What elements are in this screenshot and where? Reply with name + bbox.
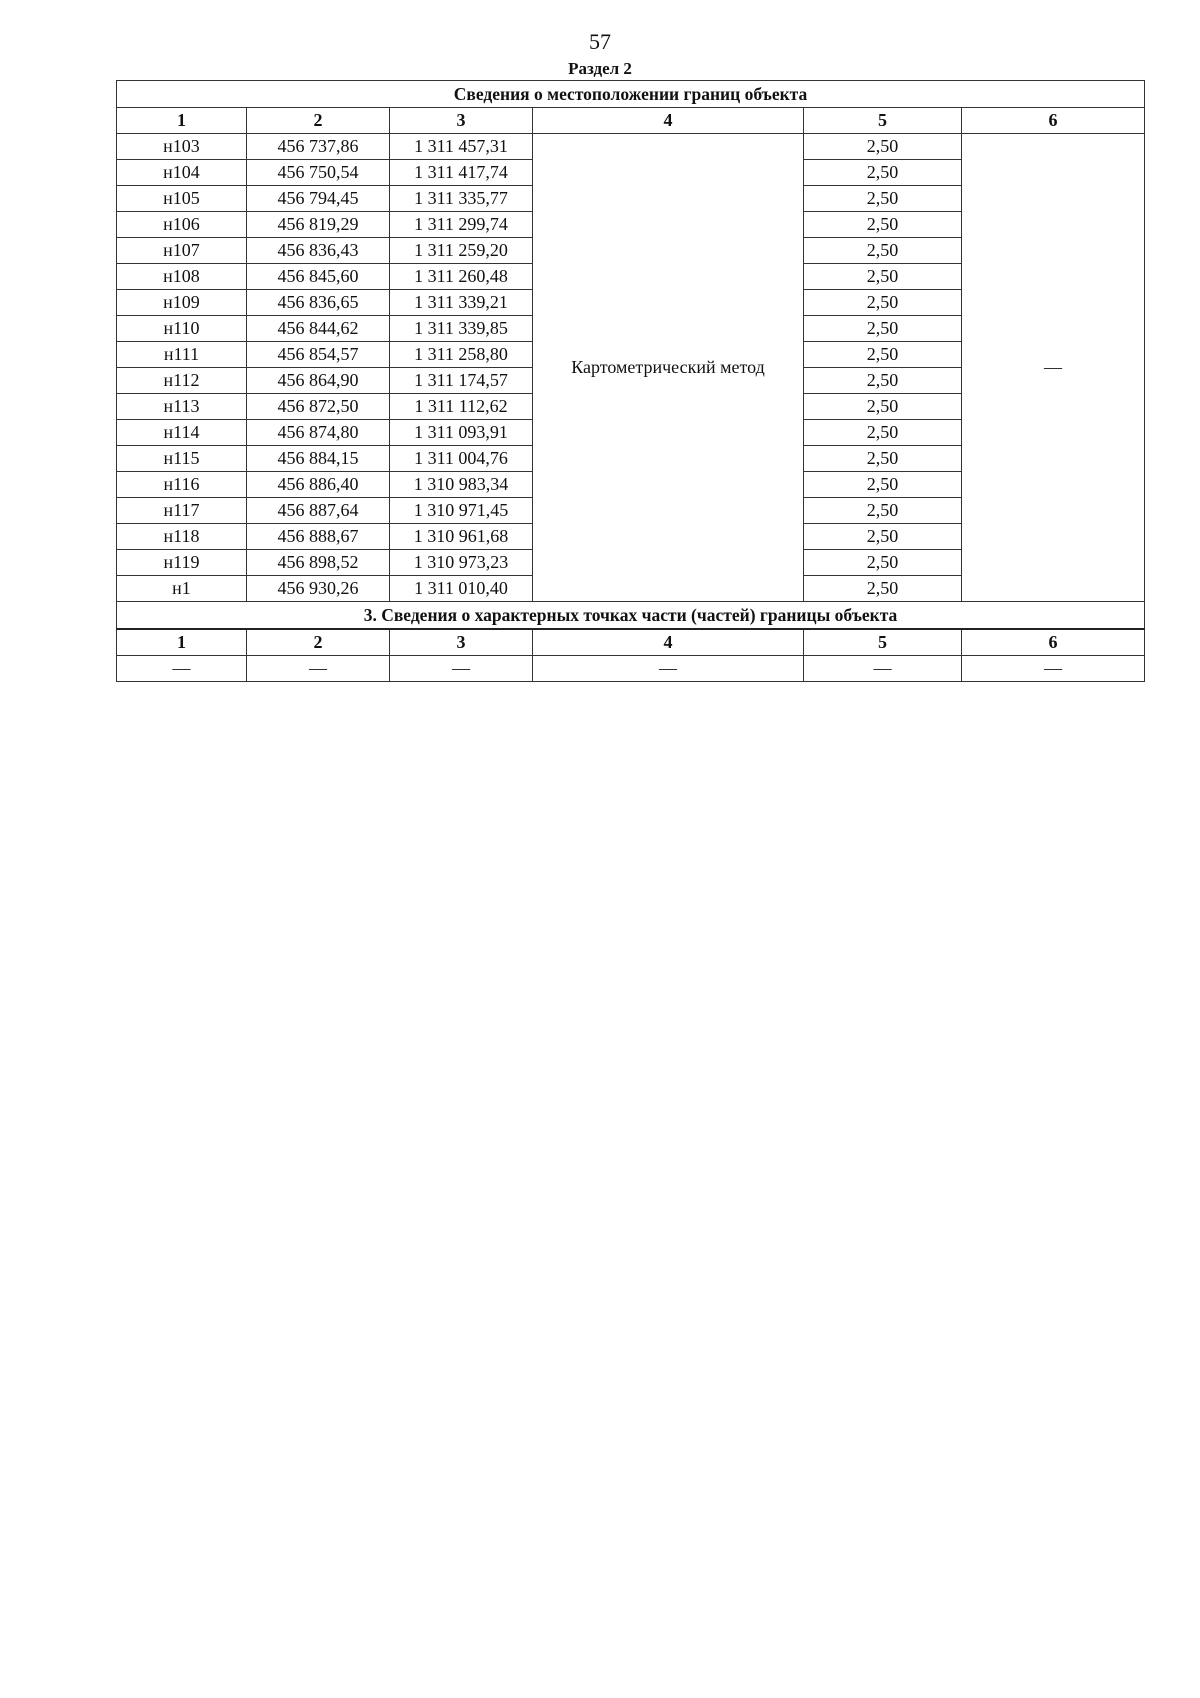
column-header: 6 — [962, 629, 1145, 656]
y-coordinate-cell: 1 311 299,74 — [390, 212, 533, 238]
x-coordinate-cell: 456 844,62 — [247, 316, 390, 342]
table-row — [117, 134, 1145, 160]
accuracy-cell: 2,50 — [804, 394, 962, 420]
x-coordinate-cell: 456 864,90 — [247, 368, 390, 394]
accuracy-cell: 2,50 — [804, 212, 962, 238]
empty-cell: — — [804, 656, 962, 682]
method-cell: Картометрический метод — [533, 134, 804, 602]
table-banner-location: Сведения о местоположении границ объекта — [117, 81, 1145, 108]
table-row — [117, 656, 1145, 682]
empty-cell: — — [533, 656, 804, 682]
point-cell: н117 — [117, 498, 247, 524]
page-number: 57 — [589, 29, 611, 54]
y-coordinate-cell: 1 311 259,20 — [390, 238, 533, 264]
x-coordinate-cell: 456 836,43 — [247, 238, 390, 264]
column-header: 2 — [247, 629, 390, 656]
point-cell: н116 — [117, 472, 247, 498]
y-coordinate-cell: 1 310 973,23 — [390, 550, 533, 576]
x-coordinate-cell: 456 854,57 — [247, 342, 390, 368]
accuracy-cell: 2,50 — [804, 186, 962, 212]
point-cell: н106 — [117, 212, 247, 238]
y-coordinate-cell: 1 311 457,31 — [390, 134, 533, 160]
empty-cell: — — [390, 656, 533, 682]
point-cell: н112 — [117, 368, 247, 394]
x-coordinate-cell: 456 884,15 — [247, 446, 390, 472]
column-header: 4 — [533, 108, 804, 134]
table-banner-parts: 3. Сведения о характерных точках части (частей) границы объекта — [117, 602, 1145, 630]
header-row — [117, 629, 1145, 656]
point-cell: н105 — [117, 186, 247, 212]
accuracy-cell: 2,50 — [804, 420, 962, 446]
empty-cell: — — [247, 656, 390, 682]
x-coordinate-cell: 456 737,86 — [247, 134, 390, 160]
x-coordinate-cell: 456 750,54 — [247, 160, 390, 186]
accuracy-cell: 2,50 — [804, 498, 962, 524]
point-cell: н114 — [117, 420, 247, 446]
column-header: 1 — [117, 108, 247, 134]
accuracy-cell: 2,50 — [804, 290, 962, 316]
y-coordinate-cell: 1 311 339,21 — [390, 290, 533, 316]
empty-cell: — — [117, 656, 247, 682]
point-cell: н103 — [117, 134, 247, 160]
accuracy-cell: 2,50 — [804, 446, 962, 472]
point-cell: н108 — [117, 264, 247, 290]
y-coordinate-cell: 1 311 417,74 — [390, 160, 533, 186]
point-cell: н118 — [117, 524, 247, 550]
column-header: 6 — [962, 108, 1145, 134]
x-coordinate-cell: 456 898,52 — [247, 550, 390, 576]
empty-cell: — — [962, 656, 1145, 682]
accuracy-cell: 2,50 — [804, 316, 962, 342]
x-coordinate-cell: 456 930,26 — [247, 576, 390, 602]
y-coordinate-cell: 1 311 339,85 — [390, 316, 533, 342]
point-cell: н119 — [117, 550, 247, 576]
y-coordinate-cell: 1 311 258,80 — [390, 342, 533, 368]
x-coordinate-cell: 456 845,60 — [247, 264, 390, 290]
header-row — [117, 108, 1145, 134]
accuracy-cell: 2,50 — [804, 238, 962, 264]
y-coordinate-cell: 1 311 260,48 — [390, 264, 533, 290]
accuracy-cell: 2,50 — [804, 342, 962, 368]
y-coordinate-cell: 1 310 961,68 — [390, 524, 533, 550]
section-title: Раздел 2 — [568, 59, 632, 78]
x-coordinate-cell: 456 836,65 — [247, 290, 390, 316]
column-header: 5 — [804, 108, 962, 134]
description-cell: — — [962, 134, 1145, 602]
banner-row — [117, 81, 1145, 108]
banner-row — [117, 602, 1145, 630]
x-coordinate-cell: 456 886,40 — [247, 472, 390, 498]
point-cell: н110 — [117, 316, 247, 342]
y-coordinate-cell: 1 311 004,76 — [390, 446, 533, 472]
x-coordinate-cell: 456 874,80 — [247, 420, 390, 446]
column-header: 1 — [117, 629, 247, 656]
y-coordinate-cell: 1 311 010,40 — [390, 576, 533, 602]
column-header: 4 — [533, 629, 804, 656]
point-cell: н111 — [117, 342, 247, 368]
x-coordinate-cell: 456 794,45 — [247, 186, 390, 212]
column-header: 3 — [390, 629, 533, 656]
accuracy-cell: 2,50 — [804, 576, 962, 602]
accuracy-cell: 2,50 — [804, 160, 962, 186]
accuracy-cell: 2,50 — [804, 264, 962, 290]
accuracy-cell: 2,50 — [804, 368, 962, 394]
y-coordinate-cell: 1 311 093,91 — [390, 420, 533, 446]
y-coordinate-cell: 1 311 174,57 — [390, 368, 533, 394]
x-coordinate-cell: 456 872,50 — [247, 394, 390, 420]
accuracy-cell: 2,50 — [804, 134, 962, 160]
point-cell: н109 — [117, 290, 247, 316]
point-cell: н1 — [117, 576, 247, 602]
column-header: 2 — [247, 108, 390, 134]
x-coordinate-cell: 456 819,29 — [247, 212, 390, 238]
x-coordinate-cell: 456 888,67 — [247, 524, 390, 550]
column-header: 3 — [390, 108, 533, 134]
y-coordinate-cell: 1 311 335,77 — [390, 186, 533, 212]
y-coordinate-cell: 1 310 971,45 — [390, 498, 533, 524]
point-cell: н107 — [117, 238, 247, 264]
accuracy-cell: 2,50 — [804, 472, 962, 498]
point-cell: н113 — [117, 394, 247, 420]
accuracy-cell: 2,50 — [804, 550, 962, 576]
point-cell: н104 — [117, 160, 247, 186]
y-coordinate-cell: 1 310 983,34 — [390, 472, 533, 498]
x-coordinate-cell: 456 887,64 — [247, 498, 390, 524]
point-cell: н115 — [117, 446, 247, 472]
column-header: 5 — [804, 629, 962, 656]
boundary-table — [116, 80, 1145, 682]
accuracy-cell: 2,50 — [804, 524, 962, 550]
y-coordinate-cell: 1 311 112,62 — [390, 394, 533, 420]
